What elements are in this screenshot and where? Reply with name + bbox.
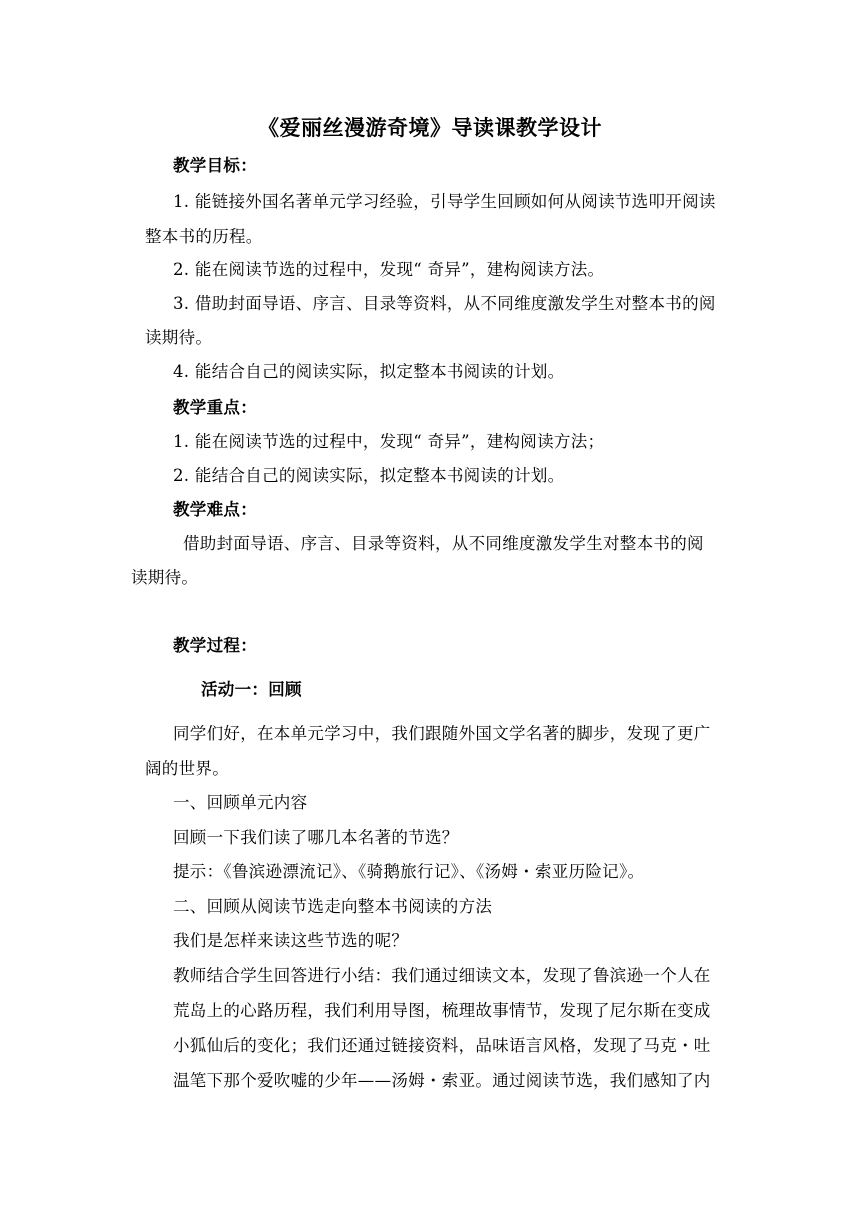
objective-1-line-2: 整本书的历程。 (145, 227, 263, 246)
part-2-question: 我们是怎样来读这些节选的呢？ (173, 931, 409, 950)
objective-2: 2. 能在阅读节选的过程中，发现“ 奇异”，建构阅读方法。 (173, 260, 605, 279)
difficulty-heading: 教学难点： (173, 500, 257, 519)
objective-3-line-2: 读期待。 (145, 328, 213, 347)
summary-line-1: 教师结合学生回答进行小结：我们通过细读文本，发现了鲁滨逊一个人在 (173, 966, 711, 985)
intro-line-2: 阔的世界。 (145, 759, 229, 778)
objectives-heading: 教学目标： (173, 156, 257, 175)
summary-line-2: 荒岛上的心路历程，我们利用导图，梳理故事情节，发现了尼尔斯在变成 (173, 1001, 711, 1020)
difficulty-line-2: 读期待。 (131, 568, 199, 587)
objective-1-line-1: 1. 能链接外国名著单元学习经验，引导学生回顾如何从阅读节选叩开阅读 (173, 192, 716, 211)
part-2-heading: 二、回顾从阅读节选走向整本书阅读的方法 (173, 897, 493, 916)
part-1-heading: 一、回顾单元内容 (173, 793, 308, 812)
activity-1-heading: 活动一：回顾 (201, 680, 302, 699)
document-title: 《爱丽丝漫游奇境》导读课教学设计 (258, 116, 602, 140)
difficulty-line-1: 借助封面导语、序言、目录等资料，从不同维度激发学生对整本书的阅 (183, 534, 704, 553)
part-1-question: 回顾一下我们读了哪几本名著的节选？ (173, 828, 459, 847)
summary-line-3: 小狐仙后的变化；我们还通过链接资料，品味语言风格，发现了马克・吐 (173, 1036, 711, 1055)
objective-3-line-1: 3. 借助封面导语、序言、目录等资料，从不同维度激发学生对整本书的阅 (173, 294, 716, 313)
process-heading: 教学过程： (173, 636, 257, 655)
key-points-heading: 教学重点： (173, 398, 257, 417)
key-point-1: 1. 能在阅读节选的过程中，发现“ 奇异”，建构阅读方法； (173, 432, 605, 451)
part-1-hint: 提示：《鲁滨逊漂流记》、《骑鹅旅行记》、《汤姆・索亚历险记》。 (173, 862, 645, 881)
key-point-2: 2. 能结合自己的阅读实际，拟定整本书阅读的计划。 (173, 466, 565, 485)
intro-line-1: 同学们好，在本单元学习中，我们跟随外国文学名著的脚步，发现了更广 (173, 724, 711, 743)
objective-4: 4. 能结合自己的阅读实际，拟定整本书阅读的计划。 (173, 362, 565, 381)
summary-line-4: 温笔下那个爱吹嘘的少年——汤姆・索亚。通过阅读节选，我们感知了内 (173, 1071, 711, 1090)
